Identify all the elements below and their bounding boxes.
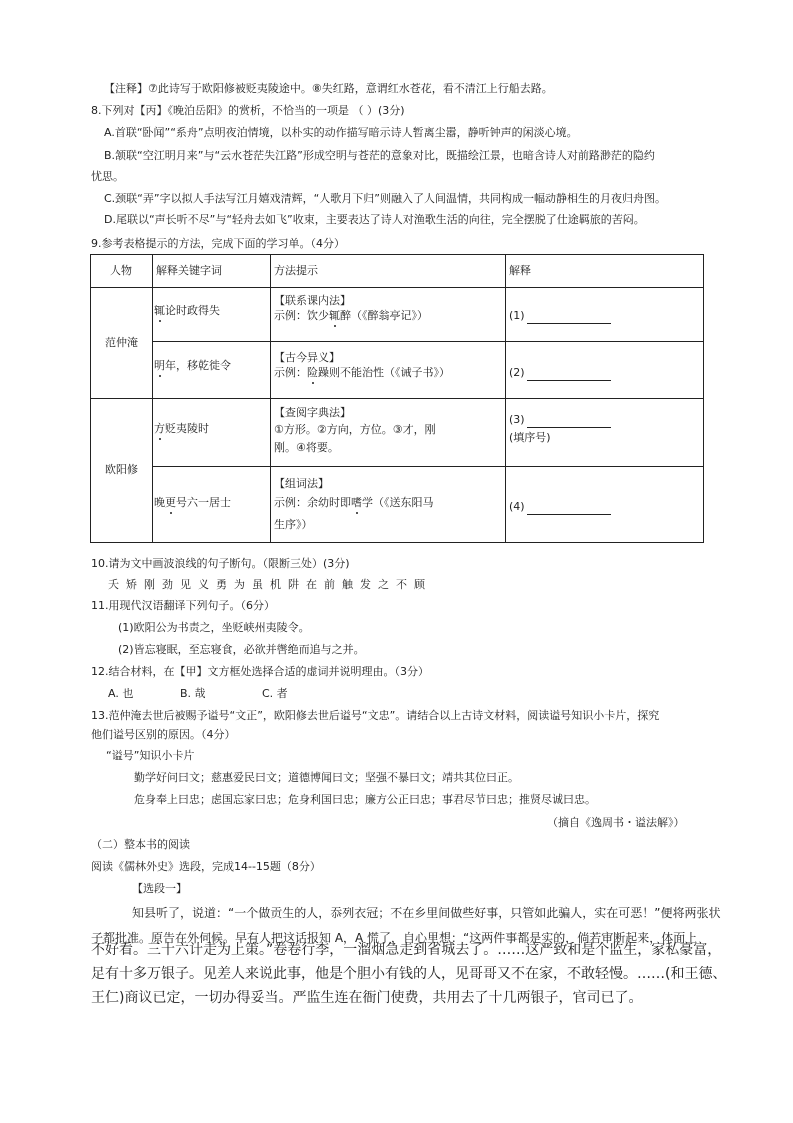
row4-method-example: 示例：余幼时即嗜学（《送东阳马 — [274, 496, 434, 509]
excerpt-paragraph-line2: 子都批准。原告在外伺候。早有人把这话报知 A，A 慌了，自心里想：“这两件事都是实的，倘若审断起来，体面上 — [91, 931, 698, 945]
row4-method-title: 【组词法】 — [274, 477, 329, 490]
row4-answer[interactable]: (4) — [509, 499, 611, 515]
excerpt-paragraph-line3: 不好看。三十六计走为上策。”卷卷行李，一溜烟急走到省城去了。……这严致和是个监生，家私豪富， — [91, 942, 722, 958]
row1-answer[interactable]: (1) — [509, 308, 611, 324]
q11-sentence-1: (1)欧阳公为书责之，坐贬峡州夷陵令。 — [118, 621, 310, 634]
header-person: 人物 — [110, 264, 132, 277]
row2-method-example: 示例：险躁则不能治性（《诫子书》） — [274, 366, 450, 379]
row2-answer[interactable]: (2) — [509, 365, 611, 381]
shihao-card-line-zhong: 危身奉上曰忠；虑国忘家曰忠；危身利国曰忠；廉方公正曰忠；事君尽节曰忠；推贤尽诚曰忠。 — [134, 793, 596, 806]
row4-method-source: 生序》） — [274, 518, 313, 531]
row1-keyword: 辄论时政得失 — [154, 304, 220, 317]
row3-keyword: 方贬夷陵时 — [154, 422, 209, 435]
person-fan-zhongyan: 范仲淹 — [105, 336, 138, 349]
q12-option-c: C. 者 — [262, 687, 288, 700]
q8-option-c: C.颈联“弄”字以拟人手法写江月嬉戏清辉，“人歌月下归”则融入了人间温情，共同构成一幅动静相生的月夜归舟图。 — [104, 192, 666, 205]
section-whole-book-heading: （二）整本书的阅读 — [91, 838, 190, 851]
row3-method-title: 【查阅字典法】 — [274, 406, 351, 419]
row3-method-line1: ①方形。②方向，方位。③才，刚 — [274, 423, 436, 436]
q10-stem: 10.请为文中画波浪线的句子断句。（限断三处）(3分) — [91, 557, 350, 570]
poem-annotation: 【注释】⑦此诗写于欧阳修被贬夷陵途中。⑧失红路，意谓红水苍花，看不清江上行船去路。 — [104, 82, 553, 95]
person-ouyang-xiu: 欧阳修 — [105, 463, 138, 476]
q12-option-a: A. 也 — [108, 687, 134, 700]
excerpt-paragraph-line1: 知县听了，说道：“一个做贡生的人，忝列衣冠；不在乡里间做些好事，只管如此骗人，实在可恶！”便将两张状 — [132, 906, 721, 920]
q12-option-b: B. 哉 — [180, 687, 206, 700]
q11-stem: 11.用现代汉语翻译下列句子。（6分） — [91, 599, 275, 612]
q13-stem-line2: 他们谥号区别的原因。（4分） — [91, 728, 236, 741]
row4-keyword: 晚更号六一居士 — [154, 496, 231, 509]
header-keyword: 解释关键字词 — [156, 264, 222, 277]
excerpt-paragraph-line5: 王仁)商议已定，一切办得妥当。严监生连在衙门使费，共用去了十几两银子，官司已了。 — [91, 990, 643, 1006]
header-method: 方法提示 — [274, 264, 318, 277]
q12-stem: 12.结合材料，在【甲】文方框处选择合适的虚词并说明理由。（3分） — [91, 665, 429, 678]
excerpt-one-title: 【选段一】 — [132, 882, 187, 895]
q9-stem: 9.参考表格提示的方法，完成下面的学习单。（4分） — [91, 237, 345, 250]
q8-option-b-line2: 忧思。 — [91, 170, 124, 183]
row3-method-line2: 刚。④将要。 — [274, 441, 339, 454]
study-sheet-table — [90, 254, 704, 543]
shihao-card-source: （摘自《逸周书・谥法解》） — [547, 816, 685, 829]
row1-method-title: 【联系课内法】 — [274, 294, 351, 307]
row3-answer-note: (填序号) — [509, 431, 551, 444]
q8-option-d: D.尾联以“声长听不尽”与“轻舟去如飞”收束，主要表达了诗人对渔歌生活的向往，完全摆脱了仕途羁旅的苦闷。 — [104, 213, 645, 226]
q10-sentence: 夭矫刚劲见义勇为虽机阱在前触发之不顾 — [108, 578, 432, 591]
header-explanation: 解释 — [509, 264, 531, 277]
q11-sentence-2: (2)皆忘寝眠，至忘寝食，必欲并辔绝而追与之并。 — [118, 643, 365, 656]
section-whole-book-instruction: 阅读《儒林外史》选段，完成14--15题（8分） — [91, 860, 321, 873]
q13-stem-line1: 13.范仲淹去世后被赐予谥号“文正”，欧阳修去世后谥号“文忠”。请结合以上古诗文材料，阅读谥号知识小卡片，探究 — [91, 709, 660, 722]
excerpt-paragraph-line4: 足有十多万银子。见差人来说此事，他是个胆小有钱的人，见哥哥又不在家，不敢轻慢。……(和王德、 — [91, 966, 727, 982]
q8-option-b-line1: B.颔联“空江明月来”与“云水苍茫失江路”形成空明与苍茫的意象对比，既描绘江景，也暗含诗人对前路渺茫的隐约 — [104, 149, 655, 162]
row2-method-title: 【古今异义】 — [274, 351, 340, 364]
shihao-card-line-wen: 勤学好问曰文；慈惠爱民曰文；道德博闻曰文；坚强不暴曰文；靖共其位曰正。 — [134, 771, 519, 784]
row2-keyword: 明年，移乾徙令 — [154, 359, 231, 372]
shihao-card-title: “谥号”知识小卡片 — [106, 749, 195, 762]
q8-stem: 8.下列对【丙】《晚泊岳阳》的赏析，不恰当的一项是 （ ）(3分) — [91, 104, 405, 117]
row3-answer[interactable]: (3) — [509, 412, 611, 428]
q8-option-a: A.首联“卧闻”“系舟”点明夜泊情境，以朴实的动作描写暗示诗人暂离尘嚣，静听钟声的闲淡心境。 — [104, 126, 578, 139]
row1-method-example: 示例：饮少辄醉（《醉翁亭记》） — [274, 309, 428, 322]
